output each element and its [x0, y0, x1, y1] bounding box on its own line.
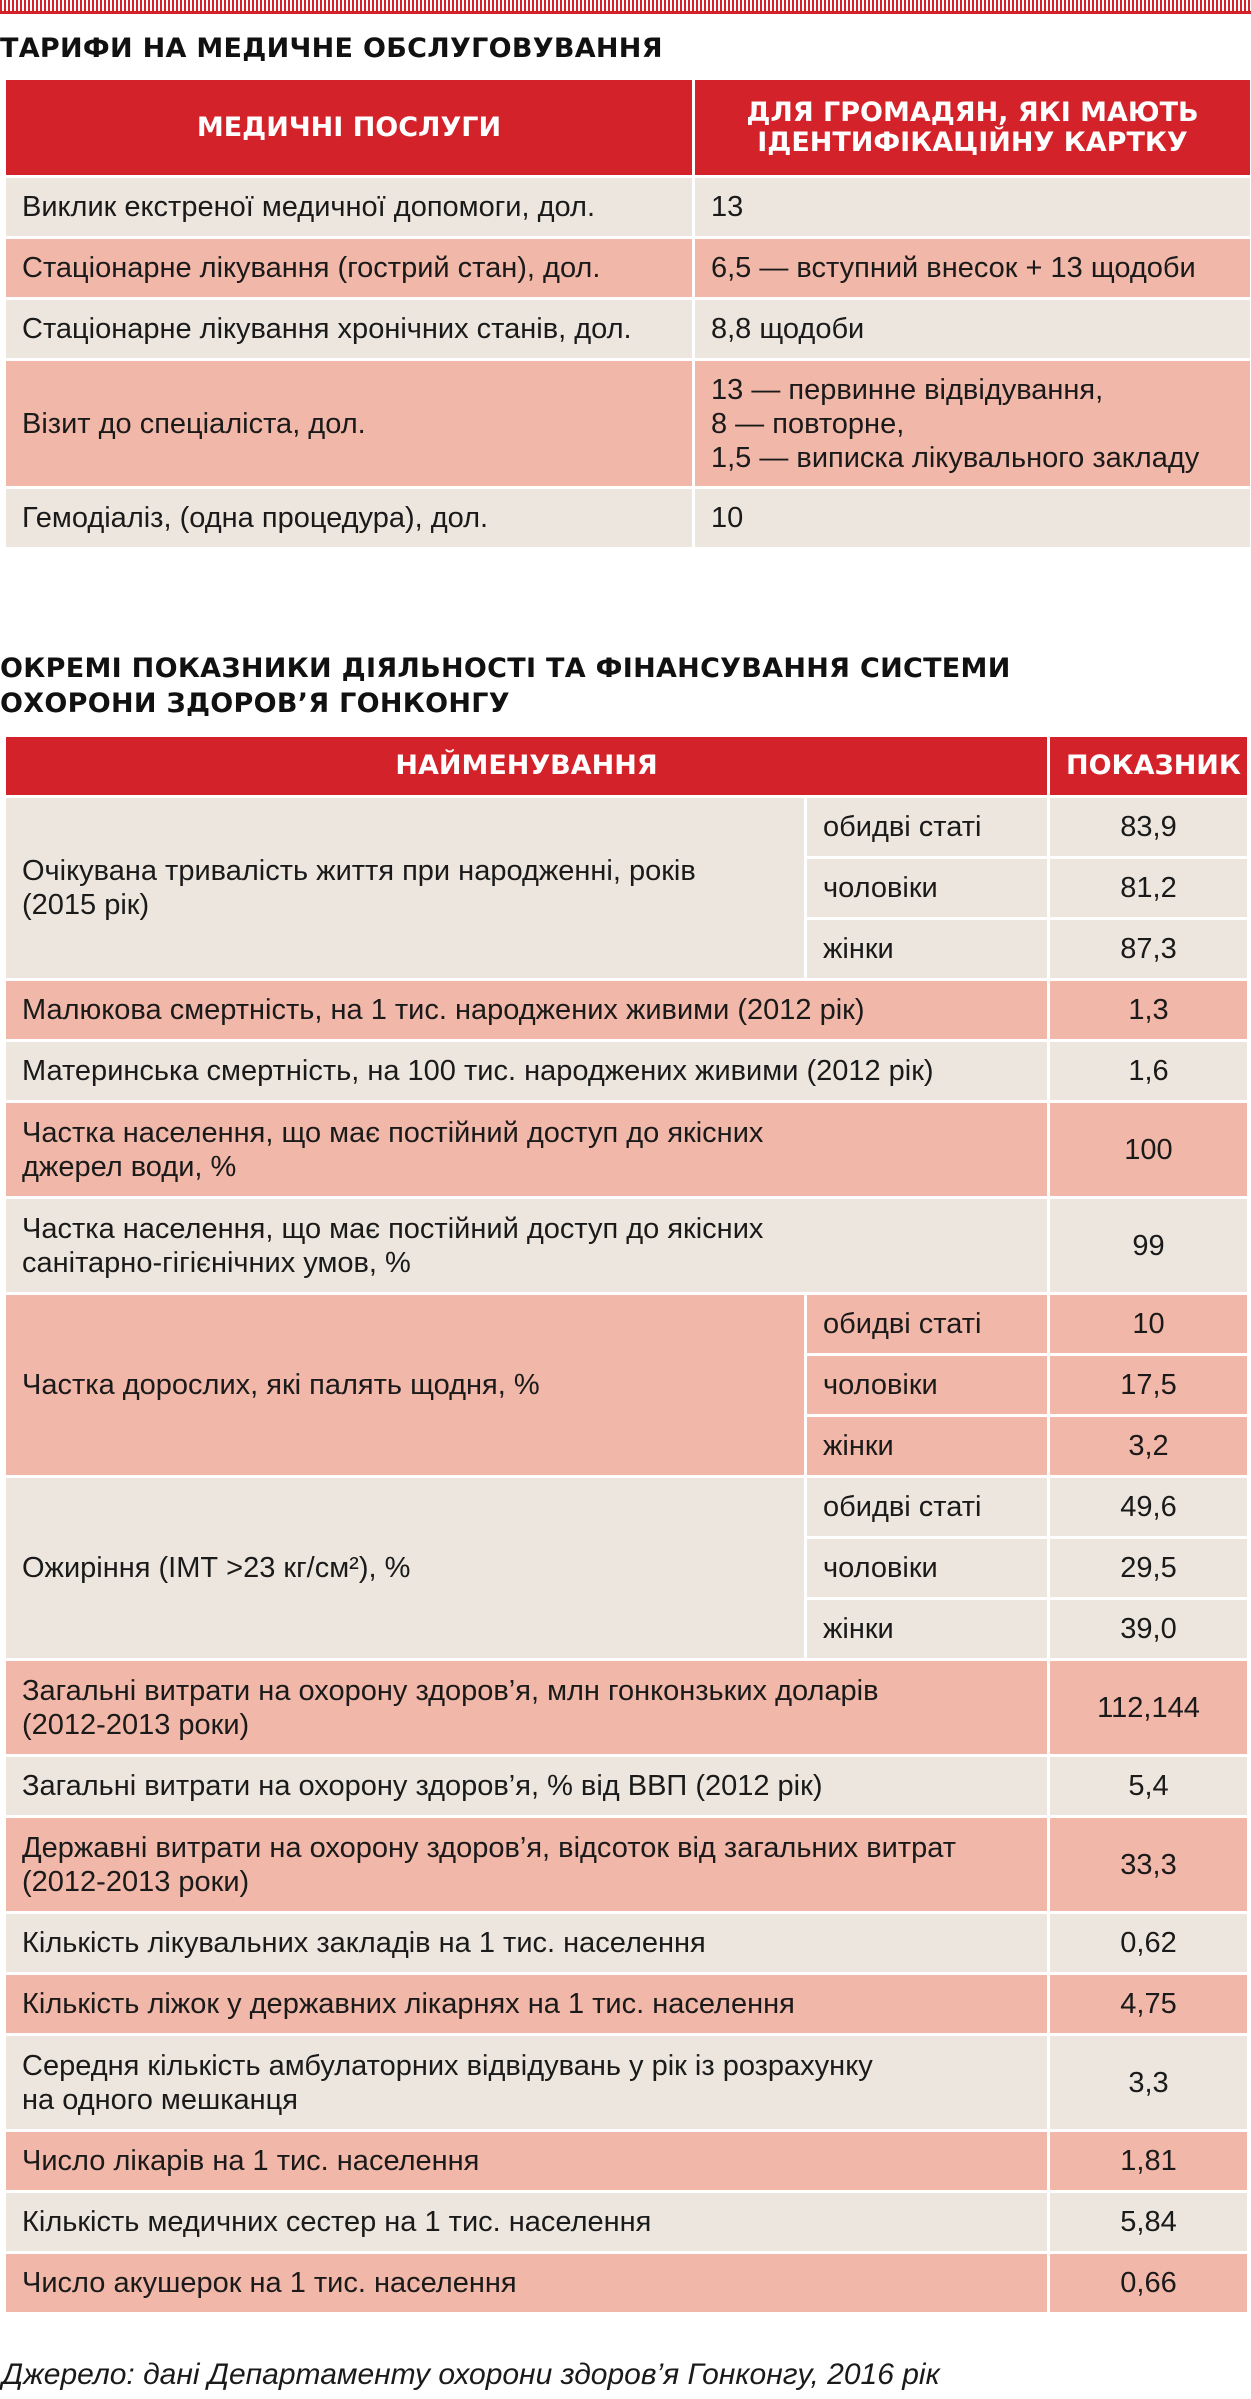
table-row [6, 2254, 1247, 2312]
indicator-label: Число акушерок на 1 тис. населення [22, 2267, 517, 2299]
indicator-label: Державні витрати на охорону здоров’я, відсоток від загальних витрат (2012-2013 роки) [22, 1831, 956, 1898]
indicator-value: 0,66 [1120, 2267, 1177, 2299]
service-label: Стаціонарне лікування (гострий стан), дол. [22, 252, 601, 284]
indicator-label: Частка дорослих, які палять щодня, % [22, 1369, 540, 1401]
table-row [6, 361, 1250, 486]
table-row [6, 2036, 1247, 2129]
indicator-label: Загальні витрати на охорону здоров’я, млн гонконзьких доларів (2012-2013 роки) [22, 1674, 879, 1741]
service-price: 8,8 щодоби [711, 313, 865, 345]
indicator-label: Частка населення, що має постійний доступ до якісних джерел води, % [22, 1116, 764, 1183]
table-row [6, 1042, 1247, 1100]
indicator-value: 3,3 [1128, 2066, 1169, 2099]
indicator-label: Кількість лікувальних закладів на 1 тис. населення [22, 1927, 706, 1959]
service-label: Візит до спеціаліста, дол. [22, 407, 366, 440]
table-row [6, 1757, 1247, 1815]
group-label: жінки [823, 1613, 894, 1645]
indicators-title-line2: ОХОРОНИ ЗДОРОВ’Я ГОНКОНГУ [0, 688, 510, 719]
indicator-value: 1,81 [1120, 2145, 1177, 2177]
indicator-value: 112,144 [1097, 1691, 1200, 1724]
group-label: обидві статі [823, 1308, 982, 1340]
top-decorative-bar [0, 0, 1251, 14]
table-row [6, 1295, 1247, 1353]
indicator-value: 33,3 [1120, 1848, 1177, 1881]
indicator-label: Малюкова смертність, на 1 тис. народжених живими (2012 рік) [22, 994, 865, 1026]
tariffs-table [3, 77, 1251, 550]
header-price: ДЛЯ ГРОМАДЯН, ЯКІ МАЮТЬ ІДЕНТИФІКАЦІЙНУ КАРТКУ [695, 80, 1250, 175]
service-price: 13 — первинне відвідування, 8 — повторне, 1,5 — виписка лікувального закладу [711, 373, 1200, 474]
indicator-value: 3,2 [1128, 1430, 1169, 1462]
indicator-value: 10 [1132, 1308, 1165, 1340]
indicator-value: 5,84 [1120, 2206, 1177, 2238]
indicator-label: Загальні витрати на охорону здоров’я, % від ВВП (2012 рік) [22, 1770, 823, 1802]
table-row [6, 1975, 1247, 2033]
tariffs-title: ТАРИФИ НА МЕДИЧНЕ ОБСЛУГОВУВАННЯ [0, 33, 663, 64]
indicator-value: 1,3 [1128, 994, 1169, 1026]
table-row [6, 178, 1250, 236]
table-row [6, 239, 1250, 297]
indicator-value: 87,3 [1120, 933, 1177, 965]
group-label: жінки [823, 1430, 894, 1462]
indicator-value: 17,5 [1120, 1369, 1177, 1401]
indicator-label: Кількість ліжок у державних лікарнях на 1 тис. населення [22, 1988, 795, 2020]
indicator-value: 100 [1124, 1133, 1173, 1166]
indicator-value: 81,2 [1120, 872, 1177, 904]
group-label: жінки [823, 933, 894, 965]
group-label: чоловіки [823, 872, 938, 904]
header-value: ПОКАЗНИК [1050, 737, 1247, 795]
service-label: Гемодіаліз, (одна процедура), дол. [22, 502, 489, 534]
indicator-value: 39,0 [1120, 1613, 1177, 1645]
table-row [6, 981, 1247, 1039]
indicator-value: 5,4 [1128, 1770, 1169, 1802]
header-services: МЕДИЧНІ ПОСЛУГИ [6, 80, 692, 175]
indicators-table [3, 734, 1250, 2315]
indicators-title-line1: ОКРЕМІ ПОКАЗНИКИ ДІЯЛЬНОСТІ ТА ФІНАНСУВАННЯ СИСТЕМИ [0, 653, 1011, 684]
table-row [6, 489, 1250, 547]
table-row [6, 1661, 1247, 1754]
indicator-value: 1,6 [1128, 1055, 1169, 1087]
table-row [6, 1199, 1247, 1292]
indicator-value: 49,6 [1120, 1491, 1177, 1523]
indicator-value: 99 [1132, 1229, 1165, 1262]
service-label: Стаціонарне лікування хронічних станів, дол. [22, 313, 632, 345]
indicator-label: Частка населення, що має постійний доступ до якісних санітарно-гігієнічних умов, % [22, 1212, 764, 1279]
indicator-label: Материнська смертність, на 100 тис. народжених живими (2012 рік) [22, 1055, 934, 1087]
indicator-value: 0,62 [1120, 1927, 1177, 1959]
indicator-value: 29,5 [1120, 1552, 1177, 1584]
group-label: чоловіки [823, 1552, 938, 1584]
group-label: чоловіки [823, 1369, 938, 1401]
service-price: 10 [711, 502, 744, 534]
table-row [6, 1103, 1247, 1196]
indicator-value: 4,75 [1120, 1988, 1177, 2020]
header-name: НАЙМЕНУВАННЯ [6, 737, 1047, 795]
indicator-value: 83,9 [1120, 811, 1177, 843]
table-row [6, 2132, 1247, 2190]
service-label: Виклик екстреної медичної допомоги, дол. [22, 191, 596, 223]
table-row [6, 1914, 1247, 1972]
indicator-label: Ожиріння (ІМТ >23 кг/см²), % [22, 1552, 411, 1584]
indicator-label: Очікувана тривалість життя при народженні, років (2015 рік) [22, 855, 696, 921]
indicator-label: Середня кількість амбулаторних відвідувань у рік із розрахунку на одного мешканця [22, 2049, 873, 2116]
tariffs-header-row [6, 80, 1250, 175]
table-row [6, 2193, 1247, 2251]
source-note: Джерело: дані Департаменту охорони здоров’я Гонконгу, 2016 рік [2, 2358, 940, 2391]
group-label: обидві статі [823, 1491, 982, 1523]
table-row [6, 1818, 1247, 1911]
service-price: 13 [711, 191, 744, 223]
service-price: 6,5 — вступний внесок + 13 щодоби [711, 252, 1196, 284]
group-label: обидві статі [823, 811, 982, 843]
indicator-label: Число лікарів на 1 тис. населення [22, 2145, 480, 2177]
indicators-header-row [6, 737, 1247, 795]
table-row [6, 300, 1250, 358]
table-row [6, 1478, 1247, 1536]
indicator-label: Кількість медичних сестер на 1 тис. населення [22, 2206, 652, 2238]
table-row [6, 798, 1247, 856]
